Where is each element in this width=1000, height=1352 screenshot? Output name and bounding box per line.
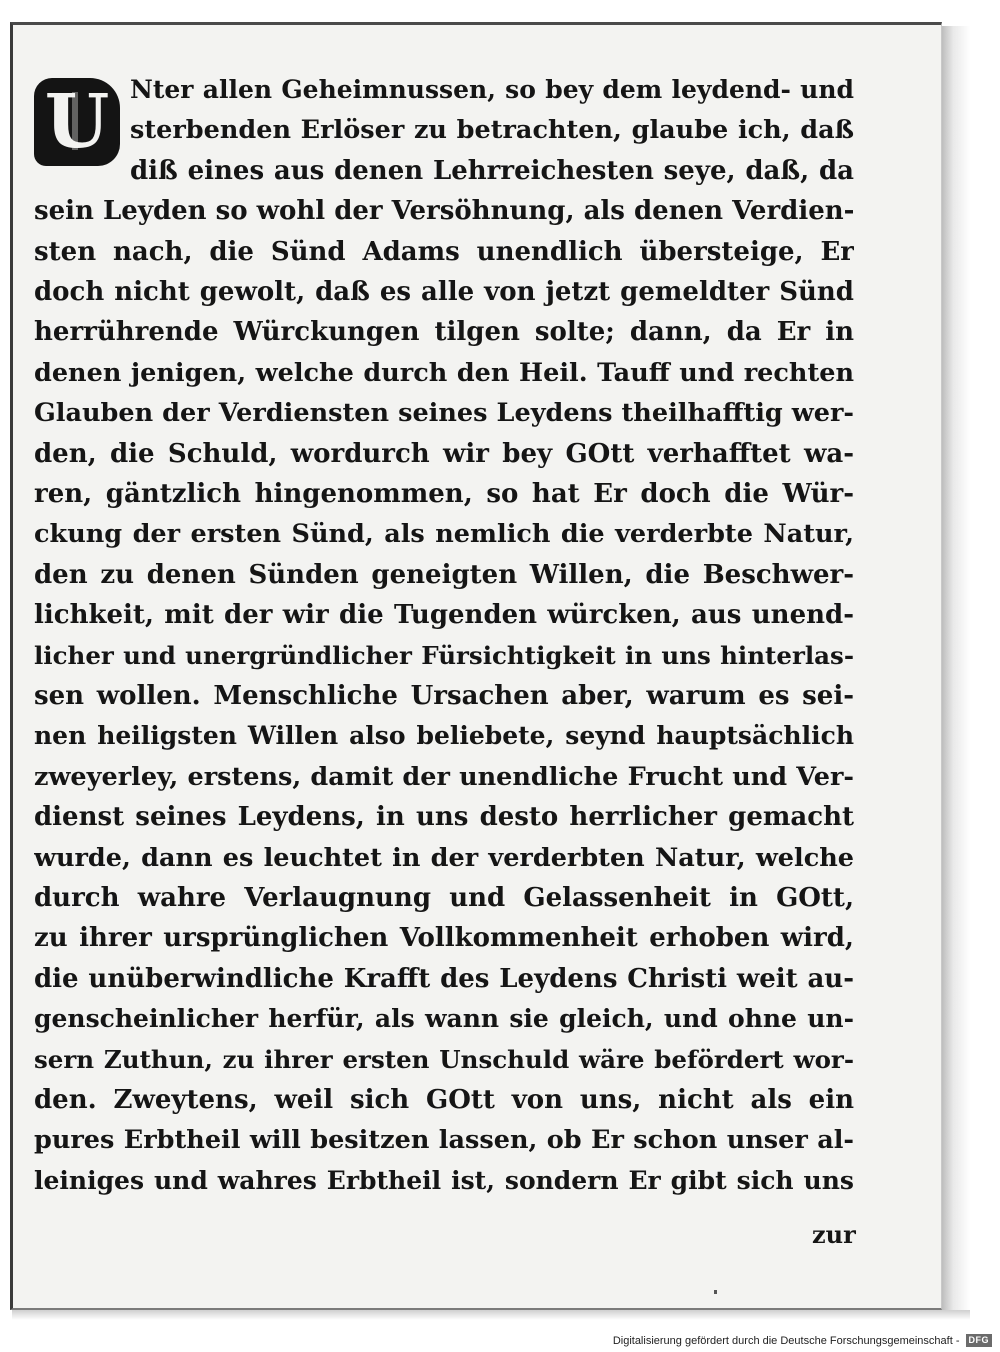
text-line-7: herrührende Würckungen tilgen solte; dann, da Er in bbox=[34, 317, 854, 348]
catchword: zur bbox=[812, 1220, 856, 1249]
text-line-6: doch nicht gewolt, daß es alle von jetzt gemeldter Sünd bbox=[34, 277, 854, 307]
text-line-26: den. Zweytens, weil sich GOtt von uns, nicht als ein bbox=[34, 1085, 854, 1115]
text-line-24: genscheinlicher herfür, als wann sie gleich, und ohne un- bbox=[34, 1004, 854, 1034]
text-line-12: ckung der ersten Sünd, als nemlich die verderbte Natur, bbox=[34, 519, 854, 550]
decorated-initial: U bbox=[34, 78, 120, 166]
text-line-9: Glauben der Verdiensten seines Leydens theilhafftig wer- bbox=[34, 398, 854, 429]
text-line-16: sen wollen. Menschliche Ursachen aber, warum es sei- bbox=[34, 681, 854, 711]
text-line-2: sterbenden Erlöser zu betrachten, glaube ich, daß bbox=[130, 115, 854, 146]
ink-speck bbox=[714, 1290, 717, 1294]
text-line-10: den, die Schuld, wordurch wir bey GOtt verhafftet wa- bbox=[34, 438, 854, 469]
text-line-23: die unüberwindliche Krafft des Leydens Christi weit au- bbox=[34, 963, 854, 994]
text-line-5: sten nach, die Sünd Adams unendlich übersteige, Er bbox=[34, 236, 854, 267]
text-line-19: dienst seines Leydens, in uns desto herrlicher gemacht bbox=[34, 802, 854, 833]
text-line-11: ren, gäntzlich hingenommen, so hat Er doch die Wür- bbox=[34, 479, 854, 509]
text-line-14: lichkeit, mit der wir die Tugenden würcken, aus unend- bbox=[34, 600, 854, 631]
text-line-3: diß eines aus denen Lehrreichesten seye, daß, da bbox=[130, 155, 854, 186]
text-line-18: zweyerley, erstens, damit der unendliche Frucht und Ver- bbox=[34, 761, 854, 792]
digitization-credit bbox=[613, 1334, 992, 1347]
page-bottom-shadow bbox=[12, 1310, 970, 1320]
text-line-27: pures Erbtheil will besitzen lassen, ob Er schon unser al- bbox=[34, 1125, 854, 1156]
text-line-17: nen heiligsten Willen also beliebete, seynd hauptsächlich bbox=[34, 721, 854, 751]
dfg-logo: DFG bbox=[966, 1334, 993, 1347]
text-line-13: den zu denen Sünden geneigten Willen, die Beschwer- bbox=[34, 559, 854, 590]
text-line-20: wurde, dann es leuchtet in der verderbten Natur, welche bbox=[34, 842, 854, 873]
text-line-25: sern Zuthun, zu ihrer ersten Unschuld wäre befördert wor- bbox=[34, 1044, 854, 1074]
text-line-28: leiniges und wahres Erbtheil ist, sondern Er gibt sich uns bbox=[34, 1165, 854, 1195]
text-line-1: Nter allen Geheimnussen, so bey dem leydend- und bbox=[130, 75, 854, 104]
page-edge-shadow bbox=[942, 26, 970, 1310]
text-line-15: licher und unergründlicher Fürsichtigkeit in uns hinterlas- bbox=[34, 640, 854, 670]
text-line-22: zu ihrer ursprünglichen Vollkommenheit erhoben wird, bbox=[34, 923, 854, 954]
text-line-8: denen jenigen, welche durch den Heil. Tauff und rechten bbox=[34, 357, 854, 388]
text-line-21: durch wahre Verlaugnung und Gelassenheit in GOtt, bbox=[34, 883, 854, 913]
text-line-4: sein Leyden so wohl der Versöhnung, als denen Verdien- bbox=[34, 196, 854, 227]
credit-text: Digitalisierung gefördert durch die Deutsche Forschungsgemeinschaft - bbox=[612, 1334, 960, 1347]
